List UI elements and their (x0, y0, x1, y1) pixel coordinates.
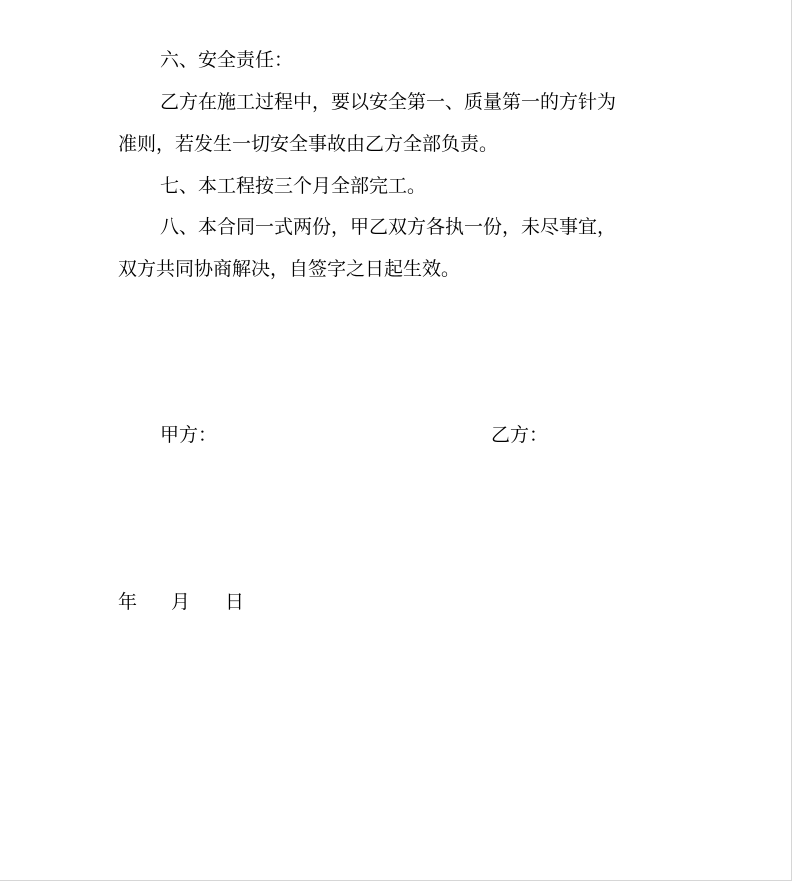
party-b-label: 乙方： (491, 424, 549, 446)
date-year-label: 年 (118, 591, 138, 613)
party-a-label: 甲方： (160, 424, 218, 446)
section-eight-line-1: 八、本合同一式两份，甲乙双方各执一份，未尽事宜， (160, 216, 617, 238)
section-six-body-line-1: 乙方在施工过程中，要以安全第一、质量第一的方针为 (160, 91, 617, 113)
section-six-heading: 六、安全责任： (160, 49, 294, 71)
section-six-body-line-2: 准则，若发生一切安全事故由乙方全部负责。 (118, 133, 499, 155)
section-seven: 七、本工程按三个月全部完工。 (160, 175, 427, 197)
section-eight-line-2: 双方共同协商解决，自签字之日起生效。 (118, 258, 461, 280)
date-month-label: 月 (171, 591, 191, 613)
date-day-label: 日 (225, 591, 245, 613)
